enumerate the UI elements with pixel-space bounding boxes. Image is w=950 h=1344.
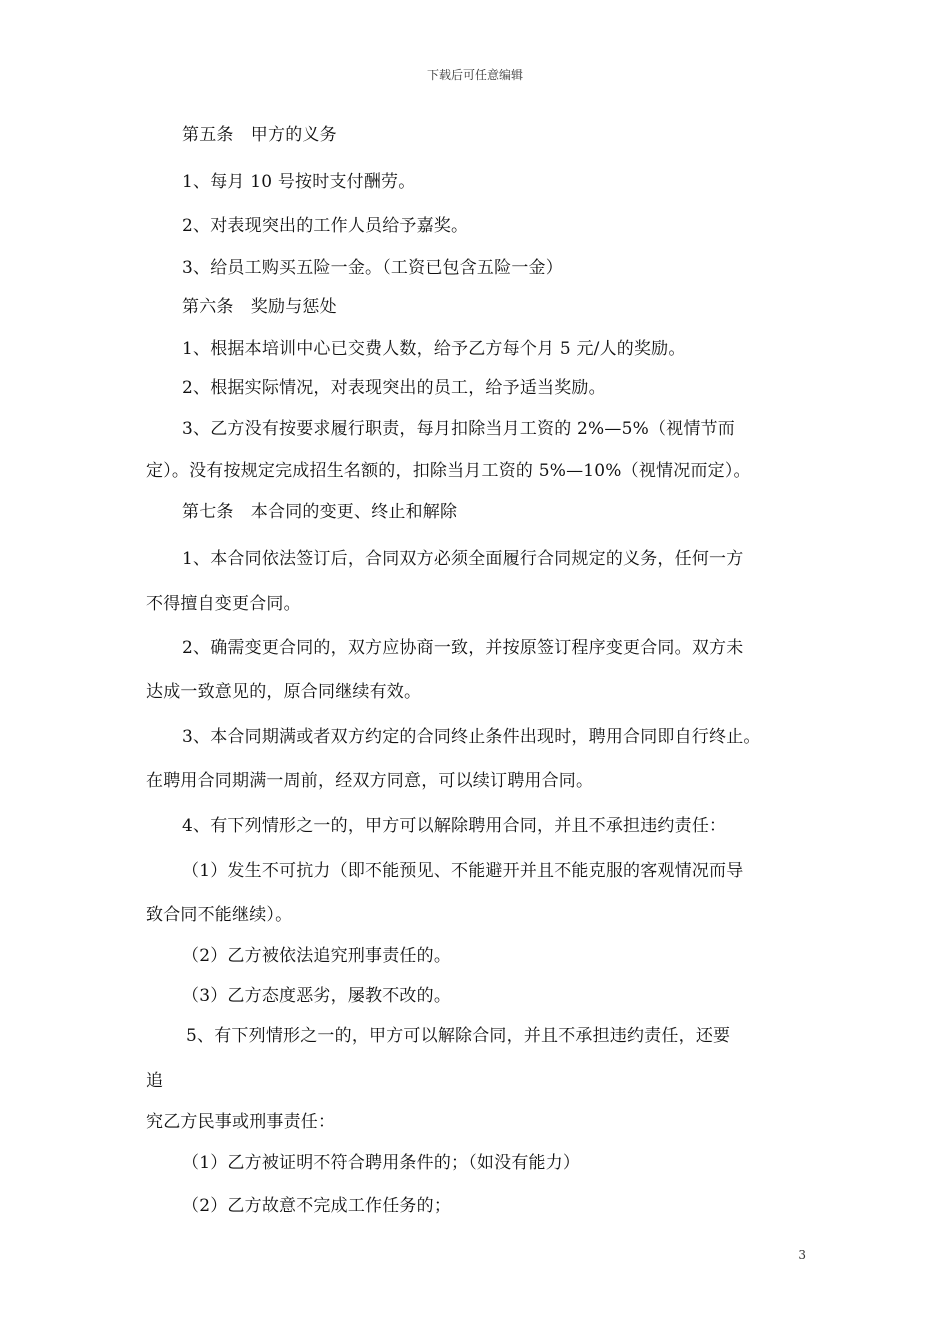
paragraph-line: 1、根据本培训中心已交费人数，给予乙方每个月 5 元/人的奖励。 [182, 339, 686, 359]
paragraph-line: （1）发生不可抗力（即不能预见、不能避开并且不能克服的客观情况而导 [182, 861, 744, 881]
paragraph-line: 3、本合同期满或者双方约定的合同终止条件出现时，聘用合同即自行终止。 [182, 727, 761, 747]
paragraph-line: 2、确需变更合同的，双方应协商一致，并按原签订程序变更合同。双方未 [182, 638, 744, 658]
paragraph-line: （3）乙方态度恶劣，屡教不改的。 [182, 986, 452, 1006]
paragraph-line: 4、有下列情形之一的，甲方可以解除聘用合同，并且不承担违约责任： [182, 816, 727, 836]
paragraph-line: （2）乙方被依法追究刑事责任的。 [182, 946, 452, 966]
paragraph-line: 3、乙方没有按要求履行职责，每月扣除当月工资的 2%—5%（视情节而 [182, 419, 735, 439]
paragraph-line: 定）。没有按规定完成招生名额的，扣除当月工资的 5%—10%（视情况而定）。 [146, 461, 751, 481]
paragraph-line: 3、给员工购买五险一金。（工资已包含五险一金） [182, 258, 563, 278]
paragraph-line: 不得擅自变更合同。 [146, 594, 301, 614]
article-heading: 第六条 奖励与惩处 [182, 297, 337, 317]
article-heading: 第七条 本合同的变更、终止和解除 [182, 502, 458, 522]
paragraph-line: 5、有下列情形之一的，甲方可以解除合同，并且不承担违约责任，还要 [186, 1026, 731, 1046]
article-heading: 第五条 甲方的义务 [182, 125, 337, 145]
paragraph-line: 究乙方民事或刑事责任： [146, 1112, 336, 1132]
paragraph-line: 追 [146, 1071, 164, 1091]
paragraph-line: 1、每月 10 号按时支付酬劳。 [182, 172, 416, 192]
paragraph-line: 达成一致意见的，原合同继续有效。 [146, 682, 422, 702]
paragraph-line: 1、本合同依法签订后，合同双方必须全面履行合同规定的义务，任何一方 [182, 549, 744, 569]
paragraph-line: （1）乙方被证明不符合聘用条件的；（如没有能力） [182, 1153, 581, 1173]
paragraph-line: 2、对表现突出的工作人员给予嘉奖。 [182, 216, 469, 236]
page-header: 下载后可任意编辑 [426, 68, 523, 82]
paragraph-line: 2、根据实际情况，对表现突出的员工，给予适当奖励。 [182, 378, 606, 398]
page-number: 3 [798, 1248, 806, 1262]
paragraph-line: 在聘用合同期满一周前，经双方同意，可以续订聘用合同。 [146, 771, 594, 791]
paragraph-line: 致合同不能继续）。 [146, 905, 293, 925]
paragraph-line: （2）乙方故意不完成工作任务的； [182, 1196, 452, 1216]
